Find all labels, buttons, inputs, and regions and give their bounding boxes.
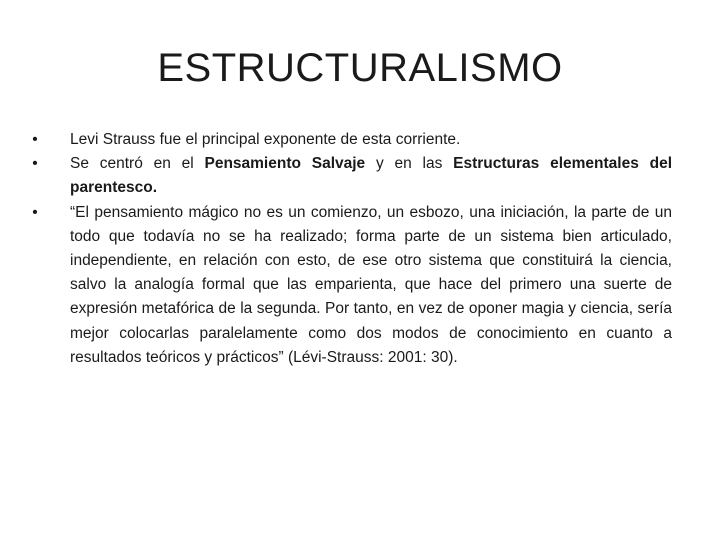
bold-term-estructuras-elementales: Estructuras elementales del parentesco. [70, 155, 672, 197]
bullet-marker: • [32, 203, 38, 221]
bullet-marker: • [32, 131, 38, 148]
bullet-text-part: y en las [365, 155, 454, 173]
bullet-list [28, 128, 672, 370]
bold-term-pensamiento-salvaje: Pensamiento Salvaje [204, 155, 366, 173]
bullet-item-exponent [28, 128, 672, 152]
bullet-item-focus [28, 152, 672, 200]
bullet-item-quote [28, 201, 672, 370]
bullet-text: Levi Strauss fue el principal exponente de esta corriente. [70, 131, 461, 148]
slide-title: ESTRUCTURALISMO [157, 46, 563, 90]
quote-text: “El pensamiento mágico no es un comienzo, un esbozo, una iniciación, la parte de un todo que todavía no se ha realizado; forma parte de un sistema bien articulado, independiente, en relación con esto, de ese otro sistema que constituirá la ciencia, salvo la analogía formal que las emparienta, que hace del primero una suerte de expresión metafórica de la segunda. Por tanto, en vez de oponer magia y ciencia, sería mejor colocarlas paralelamente como dos modos de conocimiento en cuanto a resultados teóricos y prácticos” (Lévi-Strauss: 2001: 30). [70, 203, 672, 366]
bullet-marker: • [32, 155, 38, 173]
bullet-text-part: Se centró en el [70, 155, 205, 173]
